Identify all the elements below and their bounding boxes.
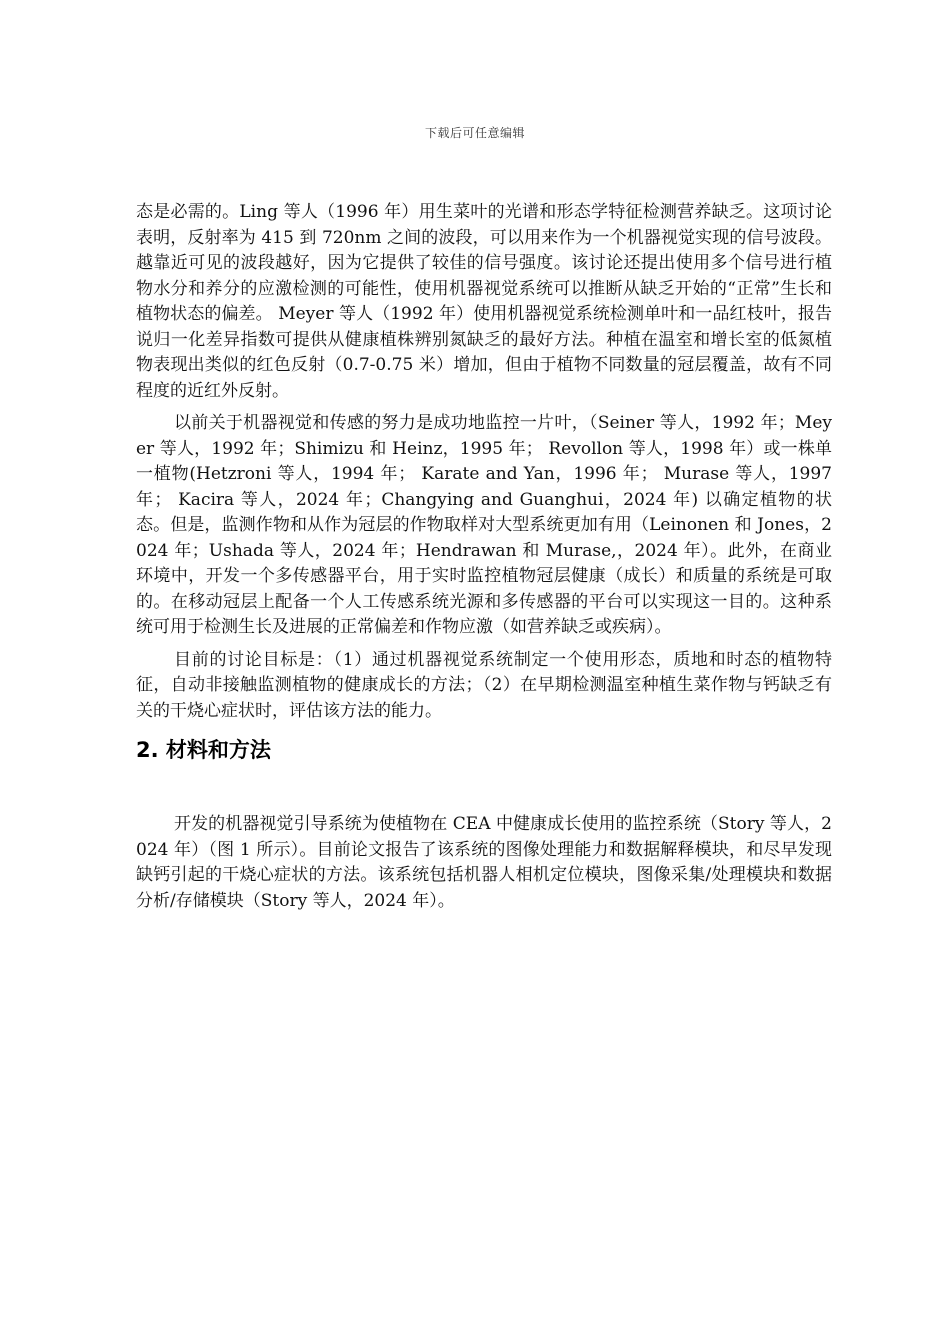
page-header: 下载后可任意编辑 — [424, 126, 525, 140]
section-heading-materials-methods: 2. 材料和方法 — [136, 738, 271, 762]
document-body — [136, 200, 832, 914]
paragraph-prior-work: 以前关于机器视觉和传感的努力是成功地监控一片叶，（Seiner 等人，1992 年；Meyer 等人，1992 年；Shimizu 和 Heinz，1995 年； Revollon 等人，1998 年）或一株单一植物(Hetzroni 等人，1994 年； Karate and Yan，1996 年； Murase 等人，1997 年； Kacira 等人，2024 年；Changying and Guanghui，2024 年) 以确定植物的状态。但是，监测作物和从作为冠层的作物取样对大型系统更加有用（Leinonen 和 Jones，2024 年；Ushada 等人，2024 年；Hendrawan 和 Murase,，2024 年）。此外，在商业环境中，开发一个多传感器平台，用于实时监控植物冠层健康（成长）和质量的系统是可取的。在移动冠层上配备一个人工传感系统光源和多传感器的平台可以实现这一目的。这种系统可用于检测生长及进展的正常偏差和作物应激（如营养缺乏或疾病）。 — [136, 413, 832, 637]
paragraph-objectives: 目前的讨论目标是：（1）通过机器视觉系统制定一个使用形态，质地和时态的植物特征，自动非接触监测植物的健康成长的方法；（2）在早期检测温室种植生菜作物与钙缺乏有关的干烧心症状时，评估该方法的能力。 — [136, 649, 832, 721]
paragraph-continuation: 态是必需的。Ling 等人（1996 年）用生菜叶的光谱和形态学特征检测营养缺乏。这项讨论表明，反射率为 415 到 720nm 之间的波段，可以用来作为一个机器视觉实现的信号波段。 越靠近可见的波段越好，因为它提供了较佳的信号强度。该讨论还提出使用多个信号进行植物水分和养分的应激检测的可能性，使用机器视觉系统可以推断从缺乏开始的“正常”生长和植物状态的偏差。 Meyer 等人（1992 年）使用机器视觉系统检测单叶和一品红枝叶，报告说归一化差异指数可提供从健康植株辨别氮缺乏的最好方法。种植在温室和增长室的低氮植物表现出类似的红色反射（0.7-0.75 米）增加，但由于植物不同数量的冠层覆盖，故有不同程度的近红外反射。 — [136, 202, 832, 401]
paragraph-system-description: 开发的机器视觉引导系统为使植物在 CEA 中健康成长使用的监控系统（Story 等人，2024 年）（图 1 所示）。目前论文报告了该系统的图像处理能力和数据解释模块，和尽早发现缺钙引起的干烧心症状的方法。该系统包括机器人相机定位模块，图像采集/处理模块和数据分析/存储模块（Story 等人，2024 年）。 — [136, 814, 832, 911]
